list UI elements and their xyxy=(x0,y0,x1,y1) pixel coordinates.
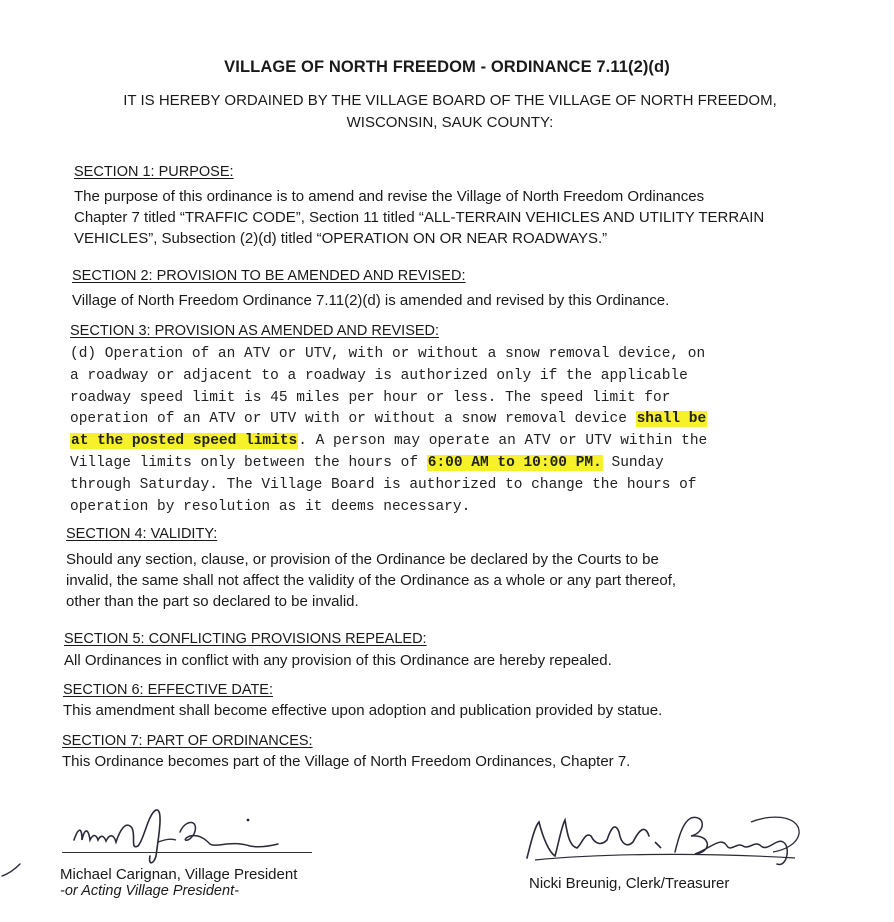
amended-provision-text xyxy=(70,344,707,518)
provision-text: Sunday xyxy=(602,454,664,471)
president-name: Michael Carignan, Village President xyxy=(60,866,298,883)
margin-pen-mark xyxy=(0,858,24,882)
body-line: Chapter 7 titled “TRAFFIC CODE”, Section 11 titled “ALL-TERRAIN VEHICLES AND UTILITY TERRAIN xyxy=(74,209,765,226)
provision-text: Village limits only between the hours of xyxy=(70,454,427,471)
ordained-line-2: WISCONSIN, SAUK COUNTY: xyxy=(346,114,554,131)
body-line: Should any section, clause, or provision of the Ordinance be declared by the Courts to be xyxy=(66,551,659,568)
provision-line: (d) Operation of an ATV or UTV, with or without a snow removal device, on xyxy=(70,346,706,362)
section-heading: SECTION 2: PROVISION TO BE AMENDED AND REVISED: xyxy=(72,268,466,284)
highlighted-speed-limit-text: at the posted speed limits xyxy=(71,433,298,450)
section-body xyxy=(66,549,676,612)
highlighted-hours-text: 6:00 AM to 10:00 PM. xyxy=(427,454,602,471)
body-line: This amendment shall become effective upon adoption and publication provided by statue. xyxy=(63,702,663,719)
section-heading: SECTION 1: PURPOSE: xyxy=(74,164,234,180)
clerk-name: Nicki Breunig, Clerk/Treasurer xyxy=(529,875,730,892)
ordained-line-1: IT IS HEREBY ORDAINED BY THE VILLAGE BOARD OF THE VILLAGE OF NORTH FREEDOM, xyxy=(123,92,777,109)
section-body xyxy=(62,751,630,772)
provision-line: roadway speed limit is 45 miles per hour or less. The speed limit for xyxy=(70,389,671,406)
provision-line xyxy=(70,453,707,475)
body-line: This Ordinance becomes part of the Village of North Freedom Ordinances, Chapter 7. xyxy=(62,753,631,770)
body-line: VEHICLES”, Subsection (2)(d) titled “OPERATION ON OR NEAR ROADWAYS.” xyxy=(74,230,608,247)
body-line: The purpose of this ordinance is to amend and revise the Village of North Freedom Ordinances xyxy=(74,188,705,205)
section-body xyxy=(74,186,764,249)
provision-line: operation by resolution as it deems necessary. xyxy=(70,498,471,515)
provision-text: operation of an ATV or UTV with or without a snow removal device xyxy=(70,411,636,428)
section-heading: SECTION 4: VALIDITY: xyxy=(66,526,218,542)
highlighted-speed-limit-text: shall be xyxy=(636,411,707,428)
section-heading: SECTION 5: CONFLICTING PROVISIONS REPEALED: xyxy=(64,631,427,647)
section-body xyxy=(72,290,669,311)
president-signature-image xyxy=(60,800,320,870)
body-line: other than the part so declared to be invalid. xyxy=(66,593,359,610)
ordained-statement xyxy=(60,90,840,134)
section-body xyxy=(63,700,662,721)
section-heading: SECTION 3: PROVISION AS AMENDED AND REVISED: xyxy=(70,323,440,339)
president-signature-line xyxy=(62,852,312,853)
provision-text: . A person may operate an ATV or UTV within the xyxy=(298,433,708,450)
acting-president-note: -or Acting Village President- xyxy=(60,883,239,899)
body-line: Village of North Freedom Ordinance 7.11(2)(d) is amended and revised by this Ordinance. xyxy=(72,292,670,309)
section-body xyxy=(64,650,612,671)
section-heading: SECTION 6: EFFECTIVE DATE: xyxy=(63,682,274,698)
provision-line xyxy=(70,409,707,431)
provision-line: through Saturday. The Village Board is authorized to change the hours of xyxy=(70,476,697,493)
provision-line: a roadway or adjacent to a roadway is authorized only if the applicable xyxy=(70,367,688,384)
section-heading: SECTION 7: PART OF ORDINANCES: xyxy=(62,733,313,749)
body-line: All Ordinances in conflict with any provision of this Ordinance are hereby repealed. xyxy=(64,652,612,669)
provision-line xyxy=(70,431,707,453)
clerk-signature-image xyxy=(515,802,815,882)
document-title: VILLAGE OF NORTH FREEDOM - ORDINANCE 7.11(2)(d) xyxy=(224,58,670,76)
body-line: invalid, the same shall not affect the validity of the Ordinance as a whole or any part thereof, xyxy=(66,572,677,589)
